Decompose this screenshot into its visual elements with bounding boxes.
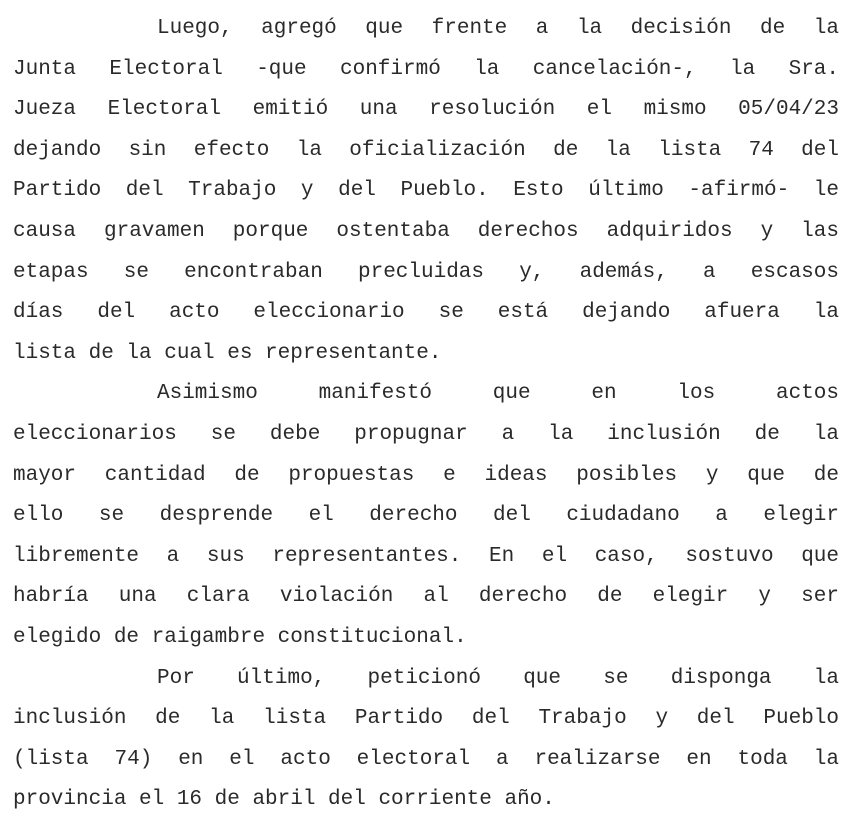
paragraph-3 — [13, 659, 839, 821]
text-line: dejando sin efecto la oficialización de la lista 74 del — [13, 138, 839, 162]
text-line: mayor cantidad de propuestas e ideas posibles y que de — [13, 463, 839, 487]
text-line: etapas se encontraban precluidas y, además, a escasos — [13, 260, 839, 284]
text-line: (lista 74) en el acto electoral a realizarse en toda la — [13, 747, 839, 771]
document-body — [13, 9, 839, 821]
text-line: días del acto eleccionario se está dejando afuera la — [13, 301, 839, 325]
text-line: causa gravamen porque ostentaba derechos adquiridos y las — [13, 219, 839, 243]
text-line: eleccionarios se debe propugnar a la inclusión de la — [13, 422, 839, 446]
paragraph-1 — [13, 9, 839, 374]
text-line: libremente a sus representantes. En el caso, sostuvo que — [13, 544, 839, 568]
text-line: Por último, peticionó que se disponga la — [157, 666, 839, 690]
text-line: Asimismo manifestó que en los actos — [157, 382, 839, 406]
text-line: ello se desprende el derecho del ciudadano a elegir — [13, 504, 839, 528]
text-line: provincia el 16 de abril del corriente año. — [13, 788, 555, 812]
text-line: inclusión de la lista Partido del Trabajo y del Pueblo — [13, 707, 839, 731]
text-line: Jueza Electoral emitió una resolución el mismo 05/04/23 — [13, 98, 839, 122]
paragraph-2 — [13, 374, 839, 658]
text-line: habría una clara violación al derecho de elegir y ser — [13, 585, 839, 609]
text-line: Luego, agregó que frente a la decisión de la — [157, 17, 839, 40]
text-line: Junta Electoral -que confirmó la cancelación-, la Sra. — [13, 57, 839, 81]
text-line: elegido de raigambre constitucional. — [13, 625, 467, 649]
text-line: Partido del Trabajo y del Pueblo. Esto último -afirmó- le — [13, 179, 839, 203]
text-line: lista de la cual es representante. — [13, 341, 442, 365]
